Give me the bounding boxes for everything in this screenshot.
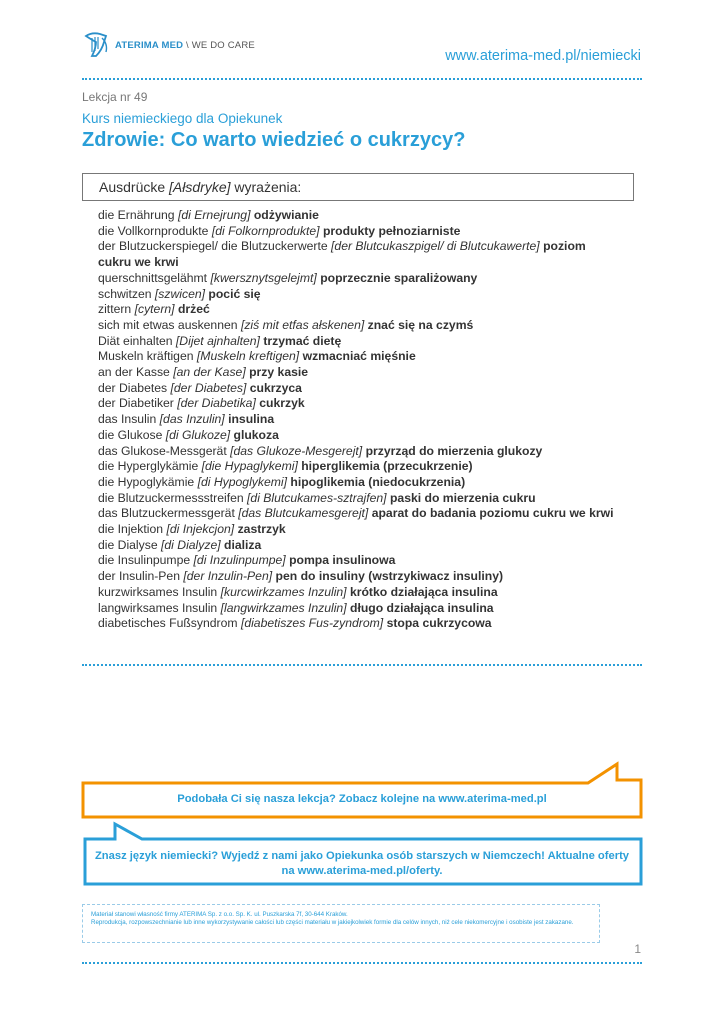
vocab-german: die Insulinpumpe xyxy=(98,553,191,568)
brand-logo xyxy=(82,32,255,58)
vocab-item xyxy=(98,302,618,318)
vocab-item xyxy=(98,475,618,491)
vocab-polish: zastrzyk xyxy=(237,522,286,537)
vocab-pronunciation: [ziś mit etfas ałskenen] xyxy=(240,317,365,332)
vocab-polish: znać się na czymś xyxy=(367,317,474,332)
footer-divider xyxy=(82,962,642,964)
vocab-pronunciation: [das Blutcukamesgerejt] xyxy=(238,506,369,521)
vocab-polish: produkty pełnoziarniste xyxy=(322,223,461,238)
orange-bubble-shape xyxy=(83,764,641,817)
vocab-german: die Glukose xyxy=(98,427,163,442)
vocab-item xyxy=(98,459,618,475)
vocab-pronunciation: [di Folkornprodukte] xyxy=(211,223,320,238)
vocab-polish: paski do mierzenia cukru xyxy=(389,490,536,505)
vocab-polish: pocić się xyxy=(208,286,261,301)
vocab-polish: dializa xyxy=(224,537,262,552)
vocab-polish: insulina xyxy=(228,412,275,427)
section-title-pl: wyrażenia: xyxy=(234,179,302,195)
vocab-pronunciation: [di Glukoze] xyxy=(165,427,231,442)
aterima-logo-icon xyxy=(82,32,112,58)
vocab-polish: odżywianie xyxy=(253,208,319,222)
vocab-item xyxy=(98,569,618,585)
vocab-item xyxy=(98,239,618,270)
vocab-german: querschnittsgelähmt xyxy=(98,270,208,285)
vocab-german: sich mit etwas auskennen xyxy=(98,317,238,332)
vocab-item xyxy=(98,553,618,569)
vocab-polish: długo działająca insulina xyxy=(350,600,494,615)
vocab-german: die Injektion xyxy=(98,522,164,537)
vocab-german: kurzwirksames Insulin xyxy=(98,584,218,599)
vocab-pronunciation: [kurcwirkzames Inzulin] xyxy=(220,584,347,599)
vocab-polish: przy kasie xyxy=(249,365,309,380)
vocab-pronunciation: [kwersznytsgelejmt] xyxy=(210,270,317,285)
vocab-german: der Insulin-Pen xyxy=(98,569,180,584)
vocab-polish: przyrząd do mierzenia glukozy xyxy=(365,443,543,458)
promo-blue-text[interactable]: Znasz język niemiecki? Wyjedź z nami jako Opiekunka osób starszych w Niemczech! Aktualne oferty na www.aterima-med.pl/oferty. xyxy=(94,850,630,877)
vocab-german: der Diabetes xyxy=(98,380,168,395)
vocab-item xyxy=(98,538,618,554)
vocab-item xyxy=(98,271,618,287)
vocab-item xyxy=(98,224,618,240)
vocab-german: schwitzen xyxy=(98,286,152,301)
vocab-german: die Hypoglykämie xyxy=(98,474,195,489)
vocab-polish: poziom cukru we krwi xyxy=(98,239,586,270)
copyright-box xyxy=(82,904,600,943)
section-title xyxy=(99,179,301,195)
site-url-link[interactable]: www.aterima-med.pl/niemiecki xyxy=(445,48,641,64)
vocab-polish: stopa cukrzycowa xyxy=(386,616,492,631)
vocab-polish: poprzecznie sparaliżowany xyxy=(320,270,478,285)
copyright-line-1: Materiał stanowi własność firmy ATERIMA Sp. z o.o. Sp. K. ul. Puszkarska 7f, 30-644 Kraków. xyxy=(91,911,348,918)
vocab-pronunciation: [di Ernejrung] xyxy=(177,208,251,222)
brand-name: ATERIMA MED xyxy=(115,39,184,51)
vocab-item xyxy=(98,601,618,617)
vocab-polish: hiperglikemia (przecukrzenie) xyxy=(301,459,473,474)
vocab-item xyxy=(98,491,618,507)
vocab-pronunciation: [der Diabetes] xyxy=(170,380,247,395)
copyright-line-2: Reprodukcja, rozpowszechnianie lub inne wykorzystywanie całości lub części materiału w jakiejkolwiek formie dla celów innych, niż cele niekomercyjne i osobiste jest zakazane. xyxy=(91,919,574,926)
vocab-german: diabetisches Fußsyndrom xyxy=(98,616,238,631)
content-divider xyxy=(82,664,642,666)
vocab-polish: cukrzyk xyxy=(259,396,305,411)
vocab-german: die Dialyse xyxy=(98,537,158,552)
vocab-pronunciation: [an der Kase] xyxy=(173,365,246,380)
vocab-polish: trzymać dietę xyxy=(263,333,342,348)
vocab-german: die Blutzuckermessstreifen xyxy=(98,490,244,505)
vocab-polish: glukoza xyxy=(233,427,279,442)
vocab-german: Muskeln kräftigen xyxy=(98,349,194,364)
vocab-item xyxy=(98,287,618,303)
promo-orange-text[interactable]: Podobała Ci się nasza lekcja? Zobacz kolejne na www.aterima-med.pl xyxy=(177,793,547,805)
lesson-number: Lekcja nr 49 xyxy=(82,90,148,104)
page-number: 1 xyxy=(634,942,641,956)
vocab-polish: hipoglikemia (niedocukrzenia) xyxy=(290,474,466,489)
vocab-polish: pen do insuliny (wstrzykiwacz insuliny) xyxy=(275,569,504,584)
vocab-polish: drżeć xyxy=(177,302,210,317)
course-name: Kurs niemieckiego dla Opiekunek xyxy=(82,111,283,126)
section-title-de: Ausdrücke xyxy=(99,179,166,195)
vocab-german: die Ernährung xyxy=(98,208,175,222)
vocab-pronunciation: [Muskeln kreftigen] xyxy=(196,349,300,364)
vocab-item xyxy=(98,334,618,350)
vocab-item xyxy=(98,522,618,538)
vocab-item xyxy=(98,349,618,365)
vocab-pronunciation: [der Diabetika] xyxy=(177,396,256,411)
vocab-german: an der Kasse xyxy=(98,365,170,380)
vocab-german: das Insulin xyxy=(98,412,157,427)
vocab-german: das Glukose-Messgerät xyxy=(98,443,227,458)
vocab-item xyxy=(98,585,618,601)
vocab-german: langwirksames Insulin xyxy=(98,600,218,615)
vocab-german: Diät einhalten xyxy=(98,333,173,348)
vocab-pronunciation: [der Blutcukaszpigel/ di Blutcukawerte] xyxy=(331,239,540,254)
vocab-item xyxy=(98,318,618,334)
vocab-polish: pompa insulinowa xyxy=(289,553,396,568)
vocab-item xyxy=(98,444,618,460)
vocab-item xyxy=(98,506,618,522)
vocab-item xyxy=(98,365,618,381)
vocab-german: der Blutzuckerspiegel/ die Blutzuckerwerte xyxy=(98,239,328,254)
vocab-german: das Blutzuckermessgerät xyxy=(98,506,235,521)
vocab-item xyxy=(98,616,618,632)
vocab-pronunciation: [di Inzulinpumpe] xyxy=(193,553,286,568)
vocab-german: der Diabetiker xyxy=(98,396,174,411)
vocab-item xyxy=(98,428,618,444)
vocab-pronunciation: [die Hypaglykemi] xyxy=(201,459,298,474)
vocab-german: die Vollkornprodukte xyxy=(98,223,209,238)
vocab-pronunciation: [der Inzulin-Pen] xyxy=(183,569,273,584)
header-divider xyxy=(82,78,642,80)
page-title: Zdrowie: Co warto wiedzieć o cukrzycy? xyxy=(82,129,466,151)
vocab-polish: cukrzyca xyxy=(249,380,302,395)
vocab-pronunciation: [langwirkzames Inzulin] xyxy=(220,600,347,615)
vocab-pronunciation: [di Hypoglykemi] xyxy=(197,474,288,489)
vocab-pronunciation: [szwicen] xyxy=(154,286,206,301)
vocab-item xyxy=(98,208,618,224)
vocab-polish: wzmacniać mięśnie xyxy=(302,349,416,364)
vocab-polish: krótko działająca insulina xyxy=(349,584,498,599)
vocab-item xyxy=(98,396,618,412)
vocab-german: die Hyperglykämie xyxy=(98,459,199,474)
brand-slogan: WE DO CARE xyxy=(191,39,255,51)
vocab-pronunciation: [di Injekcjon] xyxy=(166,522,235,537)
vocab-item xyxy=(98,381,618,397)
vocab-pronunciation: [das Inzulin] xyxy=(159,412,225,427)
vocab-polish: aparat do badania poziomu cukru we krwi xyxy=(371,506,614,521)
vocabulary-list xyxy=(98,208,618,632)
vocab-pronunciation: [di Blutcukames-sztrajfen] xyxy=(247,490,387,505)
section-header-box xyxy=(82,173,634,201)
vocab-pronunciation: [cytern] xyxy=(134,302,175,317)
section-title-pron: [Ałsdryke] xyxy=(169,179,231,195)
vocab-item xyxy=(98,412,618,428)
brand-separator: \ xyxy=(186,39,189,51)
vocab-pronunciation: [das Glukoze-Mesgerejt] xyxy=(230,443,363,458)
vocab-pronunciation: [diabetiszes Fus-zyndrom] xyxy=(240,616,384,631)
vocab-pronunciation: [di Dialyze] xyxy=(161,537,221,552)
vocab-german: zittern xyxy=(98,302,132,317)
vocab-pronunciation: [Dijet ajnhalten] xyxy=(175,333,260,348)
